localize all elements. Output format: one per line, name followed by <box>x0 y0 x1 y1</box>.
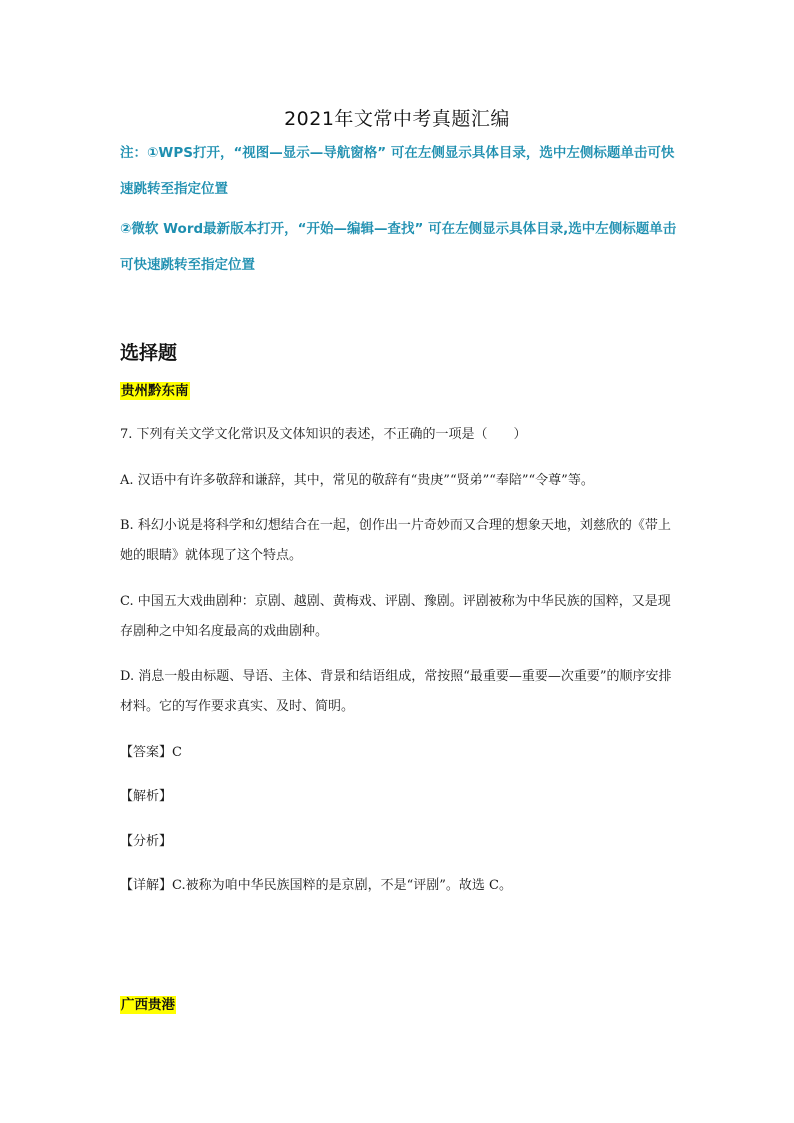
answer-line: 【答案】C <box>120 745 182 760</box>
note-wps: 注：①WPS打开，“视图—显示—导航窗格” 可在左侧显示具体目录，选中左侧标题单击可快速跳转至指定位置 <box>120 145 675 197</box>
question-stem: 7. 下列有关文学文化常识及文体知识的表述，不正确的一项是（ ） <box>120 427 527 442</box>
detailed-explanation: 【详解】C.被称为咱中华民族国粹的是京剧，不是“评剧”。故选 C。 <box>120 878 512 893</box>
region-label-guizhou: 贵州黔东南 <box>121 383 189 399</box>
option-d: D. 消息一般由标题、导语、主体、背景和结语组成，常按照“最重要—重要—次重要”的顺序安排材料。它的写作要求真实、及时、简明。 <box>120 669 672 714</box>
analysis-label: 【解析】 <box>120 789 173 804</box>
option-c: C. 中国五大戏曲剧种：京剧、越剧、黄梅戏、评剧、豫剧。评剧被称为中华民族的国粹，又是现存剧种之中知名度最高的戏曲剧种。 <box>120 594 671 639</box>
note-word: ②微软 Word最新版本打开，“开始—编辑—查找” 可在左侧显示具体目录,选中左侧标题单击可快速跳转至指定位置 <box>120 221 677 273</box>
document-title: 2021年文常中考真题汇编 <box>284 108 510 130</box>
option-a: A. 汉语中有许多敬辞和谦辞，其中，常见的敬辞有“贵庚”“贤弟”“奉陪”“令尊”等。 <box>120 473 594 488</box>
region-label-guangxi: 广西贵港 <box>121 997 175 1013</box>
section-heading: 选择题 <box>120 342 178 364</box>
breakdown-label: 【分析】 <box>120 834 173 849</box>
option-b: B. 科幻小说是将科学和幻想结合在一起，创作出一片奇妙而又合理的想象天地，刘慈欣的《带上她的眼睛》就体现了这个特点。 <box>120 518 671 563</box>
